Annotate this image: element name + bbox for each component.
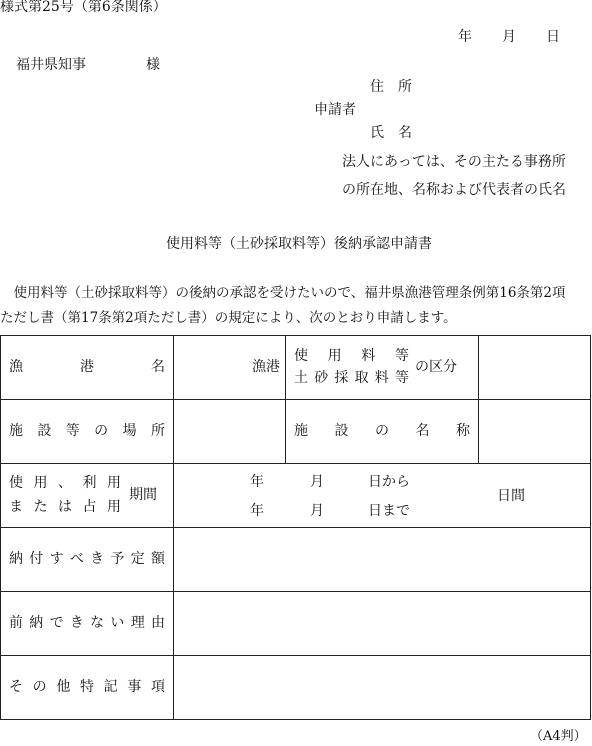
paper-size-note: （A4判）: [530, 729, 587, 744]
reason-field[interactable]: [174, 592, 590, 655]
fishing-port-suffix: 漁港: [252, 359, 280, 375]
period-field[interactable]: [174, 464, 590, 527]
fishing-port-name-char3: 名: [151, 359, 165, 375]
date-day-label: 日: [546, 29, 560, 45]
period-label-cell: [9, 463, 169, 527]
table-border: [0, 335, 1, 720]
reason-label: 前 納 で き な い 理 由: [9, 615, 165, 631]
fishing-port-name-label-cell: [9, 335, 165, 399]
fee-type-label: [294, 335, 474, 399]
addressee-honorific: 様: [146, 57, 160, 73]
facility-name-field[interactable]: [479, 400, 590, 463]
scheduled-amount-label: 納 付 す べ き 予 定 額: [9, 551, 165, 567]
reason-label-cell: [9, 591, 165, 655]
period-to-day: 日まで: [368, 503, 410, 519]
fishing-port-name-char2: 港: [80, 359, 94, 375]
fishing-port-name-field[interactable]: [174, 335, 280, 399]
addressee-name: 福井県知事: [16, 57, 86, 73]
applicant-address-label: 住 所: [370, 79, 412, 95]
table-border: [0, 719, 591, 720]
fee-type-suffix: の区分: [415, 359, 457, 375]
form-number: 様式第25号（第6条関係）: [0, 0, 167, 15]
table-divider: [285, 335, 286, 463]
fishing-port-name-char1: 漁: [9, 359, 23, 375]
period-label-line1: 使 用 、 利 用: [9, 475, 121, 491]
applicant-name-label: 氏 名: [370, 125, 412, 141]
fishing-port-name-label: [9, 360, 165, 374]
corporate-note-line2: の所在地、名称および代表者の氏名: [342, 182, 566, 198]
facility-location-label-cell: [9, 399, 165, 463]
period-from-year: 年: [250, 474, 264, 490]
date-line: [458, 30, 560, 44]
scheduled-amount-label-cell: [9, 527, 165, 591]
body-text-line1: 使用料等（土砂採取料等）の後納の承認を受けたいので、福井県漁港管理条例第16条第2項: [0, 285, 566, 301]
period-from-day: 日から: [368, 474, 410, 490]
date-month-label: 月: [502, 29, 516, 45]
period-label-suffix: 期間: [129, 487, 157, 503]
other-notes-label: そ の 他 特 記 事 項: [9, 679, 165, 695]
table-border: [590, 335, 591, 720]
facility-name-label-cell: [294, 399, 470, 463]
fee-type-option-usage: 使 用 料 等: [294, 348, 409, 364]
facility-location-label: 施 設 等 の 場 所: [9, 423, 165, 439]
body-text-line2: ただし書（第17条第2項ただし書）の規定により、次のとおり申請します。: [0, 310, 457, 326]
fee-type-option-sand: 土 砂 採 取 料 等: [294, 370, 409, 386]
other-notes-label-cell: [9, 655, 165, 719]
date-year-label: 年: [458, 29, 472, 45]
period-to-month: 月: [310, 503, 324, 519]
applicant-label: 申請者: [314, 102, 356, 118]
period-label-line2: ま た は 占 用: [9, 499, 121, 515]
application-form-table: [0, 335, 591, 720]
facility-name-label: 施 設 の 名 称: [294, 423, 470, 439]
fee-type-field[interactable]: [479, 336, 590, 399]
facility-location-field[interactable]: [174, 400, 284, 463]
period-to-year: 年: [250, 503, 264, 519]
document-title: 使用料等（土砂採取料等）後納承認申請書: [166, 236, 432, 252]
other-notes-field[interactable]: [174, 656, 590, 719]
period-days: 日間: [497, 488, 525, 504]
scheduled-amount-field[interactable]: [174, 528, 590, 591]
corporate-note-line1: 法人にあっては、その主たる事務所: [342, 154, 566, 170]
period-from-month: 月: [310, 474, 324, 490]
